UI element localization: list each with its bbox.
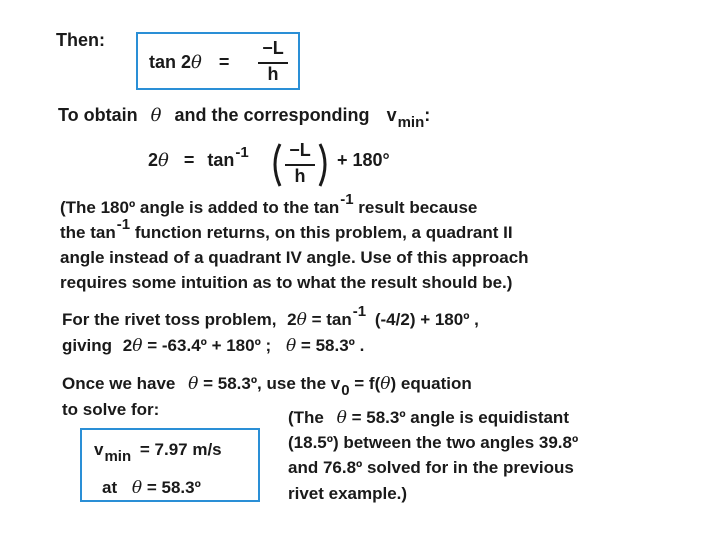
rivet-line1-sup: -1 [352, 303, 367, 320]
rivet-line2-value: = -63.4º + 180º ; [147, 336, 272, 355]
result-v: v [94, 440, 104, 459]
once-line-2: to solve for: [62, 400, 160, 419]
note-line2-end: function returns, on this problem, a quadrant II [134, 223, 513, 242]
once-line1-text: Once we have [62, 374, 176, 393]
rivet-line1-two: 2 [287, 310, 297, 329]
result-vmin-value: = 7.97 m/s [139, 440, 222, 459]
eq2-plus-180: + 180° [337, 150, 390, 170]
once-line1-v-sub: 0 [341, 382, 350, 399]
eq2-denominator: h [294, 166, 306, 186]
rivet-line2-theta-b: θ [285, 336, 297, 356]
obtain-v: v [386, 105, 397, 125]
note-line-1 [60, 191, 478, 218]
eq1-lhs [149, 52, 229, 73]
eq2-numerator: −L [289, 140, 311, 160]
eq1-theta: θ [191, 52, 202, 73]
aside-line1-end: = 58.3º angle is equidistant [351, 408, 569, 427]
note-line1-text: (The 180º angle is added to the tan [60, 198, 340, 217]
rivet-line1-tan: = tan [311, 310, 352, 329]
once-line1-theta: θ [188, 374, 199, 394]
eq2-tan-sup: -1 [235, 144, 249, 161]
note-line-4: requires some intuition as to what the result should be.) [60, 273, 513, 292]
note-line2-sup: -1 [116, 216, 131, 233]
obtain-text2: and the corresponding [174, 105, 370, 125]
eq2-tan: tan [207, 150, 235, 170]
rivet-line2-theta: θ [132, 336, 143, 356]
aside-line-4: rivet example.) [288, 484, 408, 503]
eq2-two: 2 [148, 150, 159, 170]
once-line1-mid: = 58.3º, use the v [203, 374, 341, 393]
rivet-line2-end: = 58.3º . [300, 336, 365, 355]
note-line1-sup: -1 [340, 191, 354, 208]
obtain-v-sub: min [397, 114, 425, 131]
obtain-text1: To obtain [58, 105, 138, 125]
once-line1-f: = f( [354, 374, 381, 393]
obtain-line [58, 105, 431, 131]
note-line2-text: the tan [60, 223, 116, 242]
eq1-equals: = [218, 52, 230, 72]
note-line1-end: result because [358, 198, 478, 217]
eq1-tan2: tan 2 [149, 52, 192, 72]
then-label: Then: [56, 30, 105, 50]
once-line1-theta-b: θ [380, 374, 391, 394]
aside-line-1 [288, 408, 569, 428]
aside-theta: θ [336, 408, 347, 428]
rivet-line-1 [62, 303, 479, 330]
eq2-equals: = [183, 150, 195, 170]
eq1-numerator: −L [262, 38, 284, 58]
note-line-3: angle instead of a quadrant IV angle. Use of this approach [60, 248, 529, 267]
result-v-sub: min [104, 448, 132, 465]
eq2-lhs [148, 144, 249, 171]
eq1-denominator: h [267, 64, 279, 84]
rivet-line2-two: 2 [122, 336, 133, 355]
note-line-2 [60, 216, 513, 243]
aside-line-3: and 76.8º solved for in the previous [288, 458, 574, 477]
result-vmin-line [94, 440, 222, 465]
eq2-theta: θ [158, 150, 169, 171]
result-theta-value: = 58.3º [146, 478, 201, 497]
rivet-line-2 [62, 336, 364, 356]
once-line-1 [62, 374, 472, 399]
rivet-line1-theta: θ [296, 310, 307, 330]
obtain-colon: : [424, 105, 431, 125]
result-theta: θ [131, 478, 143, 498]
aside-line-2: (18.5º) between the two angles 39.8º [288, 433, 579, 452]
once-line1-end: ) equation [390, 374, 472, 393]
aside-line1-text: (The [288, 408, 324, 427]
obtain-theta: θ [150, 105, 162, 126]
result-theta-line [102, 478, 201, 498]
rivet-line1-end: (-4/2) + 180º , [374, 310, 479, 329]
rivet-line1-text: For the rivet toss problem, [62, 310, 277, 329]
rivet-line2-giving: giving [62, 336, 113, 355]
result-at: at [102, 478, 118, 497]
